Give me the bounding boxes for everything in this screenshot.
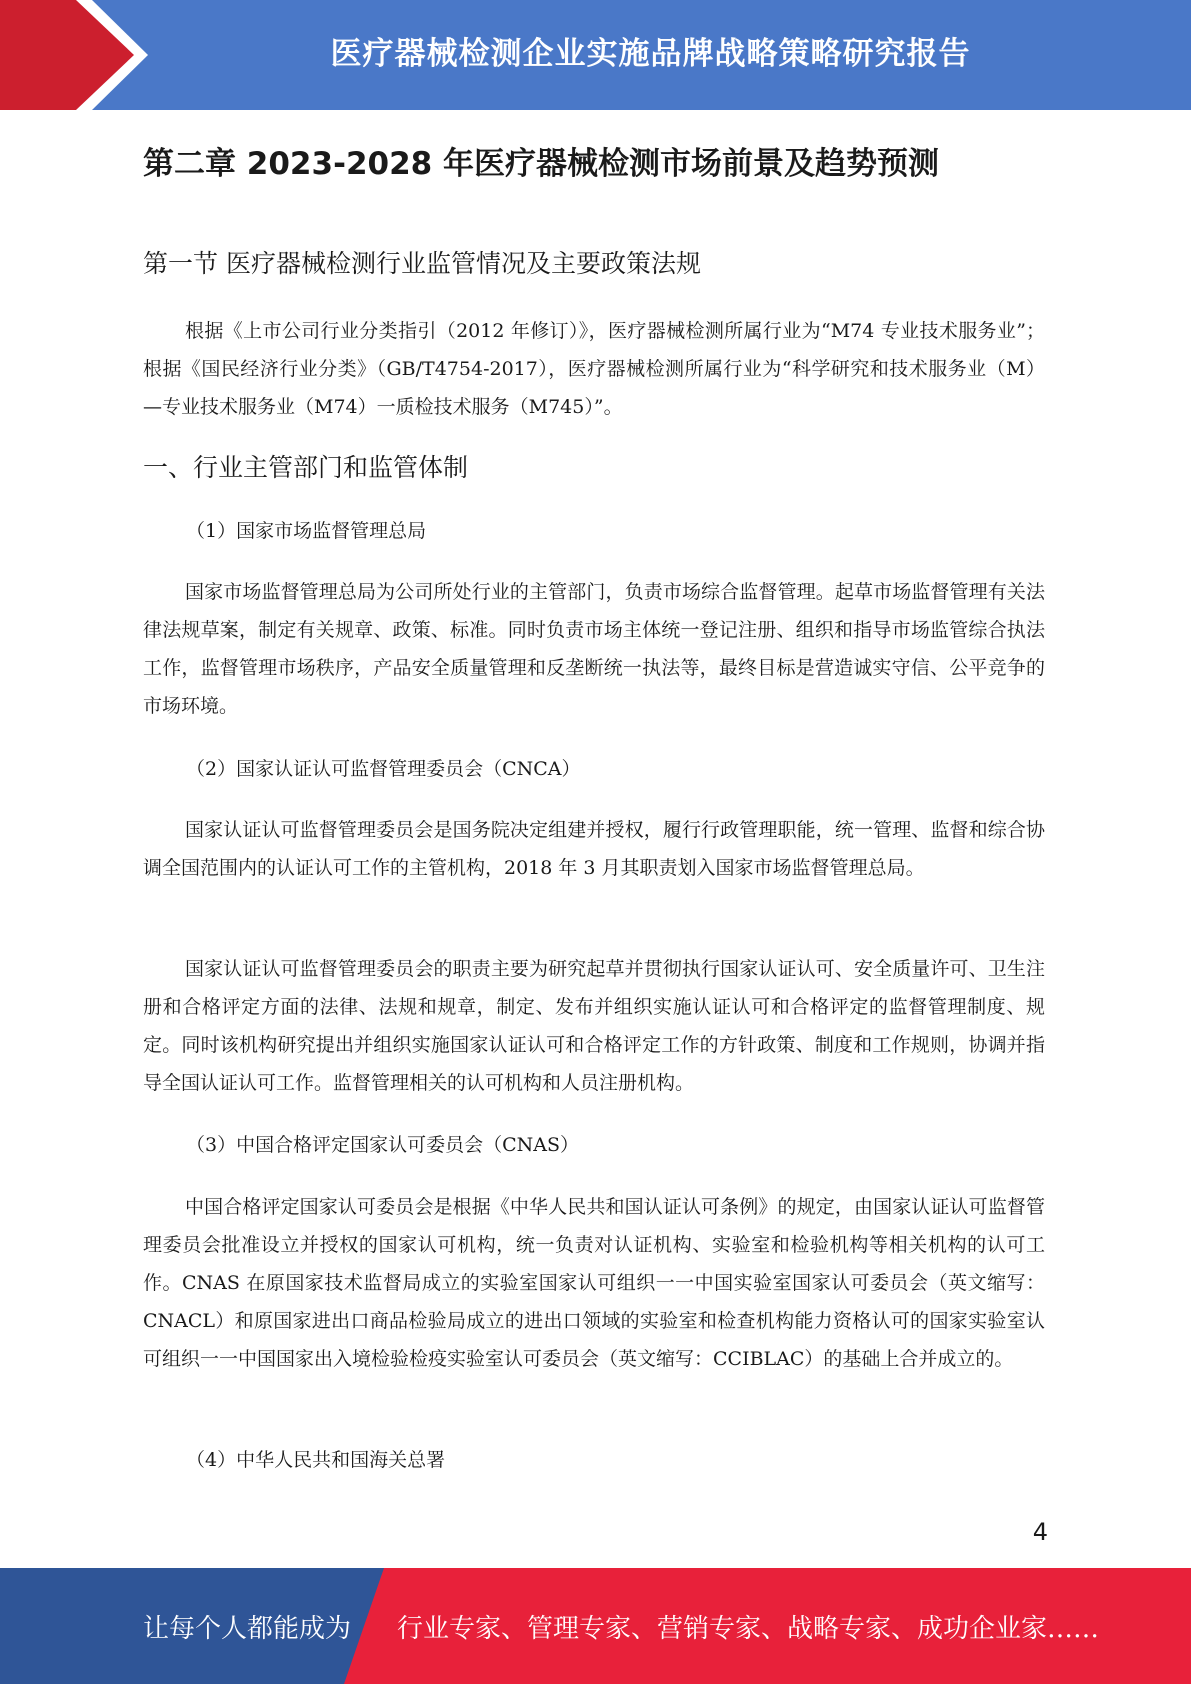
item-heading-samr: （1）国家市场监督管理总局	[186, 520, 427, 542]
intro-paragraph: 根据《上市公司行业分类指引（2012 年修订）》，医疗器械检测所属行业为“M74 专业技术服务业”；根据《国民经济行业分类》（GB/T4754-2017），医疗器械检测所属行业为“科学研究和技术服务业（M）—专业技术服务业（M74）一质检技术服务（M745）”。	[143, 320, 1045, 418]
paragraph-cnas: 中国合格评定国家认可委员会是根据《中华人民共和国认证认可条例》的规定，由国家认证认可监督管理委员会批准设立并授权的国家认可机构，统一负责对认证机构、实验室和检验机构等相关机构的认可工作。CNAS 在原国家技术监督局成立的实验室国家认可组织一一中国实验室国家认可委员会（英文缩写：CNACL）和原国家进出口商品检验局成立的进出口领域的实验室和检查机构能力资格认可的国家实验室认可组织一一中国国家出入境检验检疫实验室认可委员会（英文缩写：CCIBLAC）的基础上合并成立的。	[143, 1196, 1045, 1370]
item-heading-cnas: （3）中国合格评定国家认可委员会（CNAS）	[186, 1134, 579, 1156]
item-heading-customs: （4）中华人民共和国海关总署	[186, 1449, 446, 1471]
page-footer	[0, 1568, 1191, 1684]
report-title: 医疗器械检测企业实施品牌战略策略研究报告	[330, 35, 971, 72]
paragraph-cnca-1: 国家认证认可监督管理委员会是国务院决定组建并授权，履行行政管理职能，统一管理、监督和综合协调全国范围内的认证认可工作的主管机构，2018 年 3 月其职责划入国家市场监督管理总局。	[143, 819, 1045, 879]
item-heading-cnca: （2）国家认证认可监督管理委员会（CNCA）	[186, 758, 581, 780]
paragraph-samr: 国家市场监督管理总局为公司所处行业的主管部门，负责市场综合监督管理。起草市场监督管理有关法律法规草案，制定有关规章、政策、标准。同时负责市场主体统一登记注册、组织和指导市场监管综合执法工作，监督管理市场秩序，产品安全质量管理和反垄断统一执法等，最终目标是营造诚实守信、公平竞争的市场环境。	[143, 581, 1045, 717]
chapter-title: 第二章 2023-2028 年医疗器械检测市场前景及趋势预测	[143, 146, 940, 182]
footer-slogan-right: 行业专家、管理专家、营销专家、战略专家、成功企业家……	[397, 1613, 1100, 1644]
page-header	[0, 0, 1191, 110]
page-number: 4	[1032, 1518, 1048, 1546]
footer-slogan-left: 让每个人都能成为	[143, 1613, 352, 1644]
header-arrow-decoration	[0, 0, 170, 110]
paragraph-cnca-2: 国家认证认可监督管理委员会的职责主要为研究起草并贯彻执行国家认证认可、安全质量许可、卫生注册和合格评定方面的法律、法规和规章，制定、发布并组织实施认证认可和合格评定的监督管理制度、规定。同时该机构研究提出并组织实施国家认证认可和合格评定工作的方针政策、制度和工作规则，协调并指导全国认证认可工作。监督管理相关的认可机构和人员注册机构。	[143, 958, 1045, 1094]
section-title: 第一节 医疗器械检测行业监管情况及主要政策法规	[143, 249, 701, 278]
subsection-title: 一、行业主管部门和监管体制	[143, 453, 469, 482]
